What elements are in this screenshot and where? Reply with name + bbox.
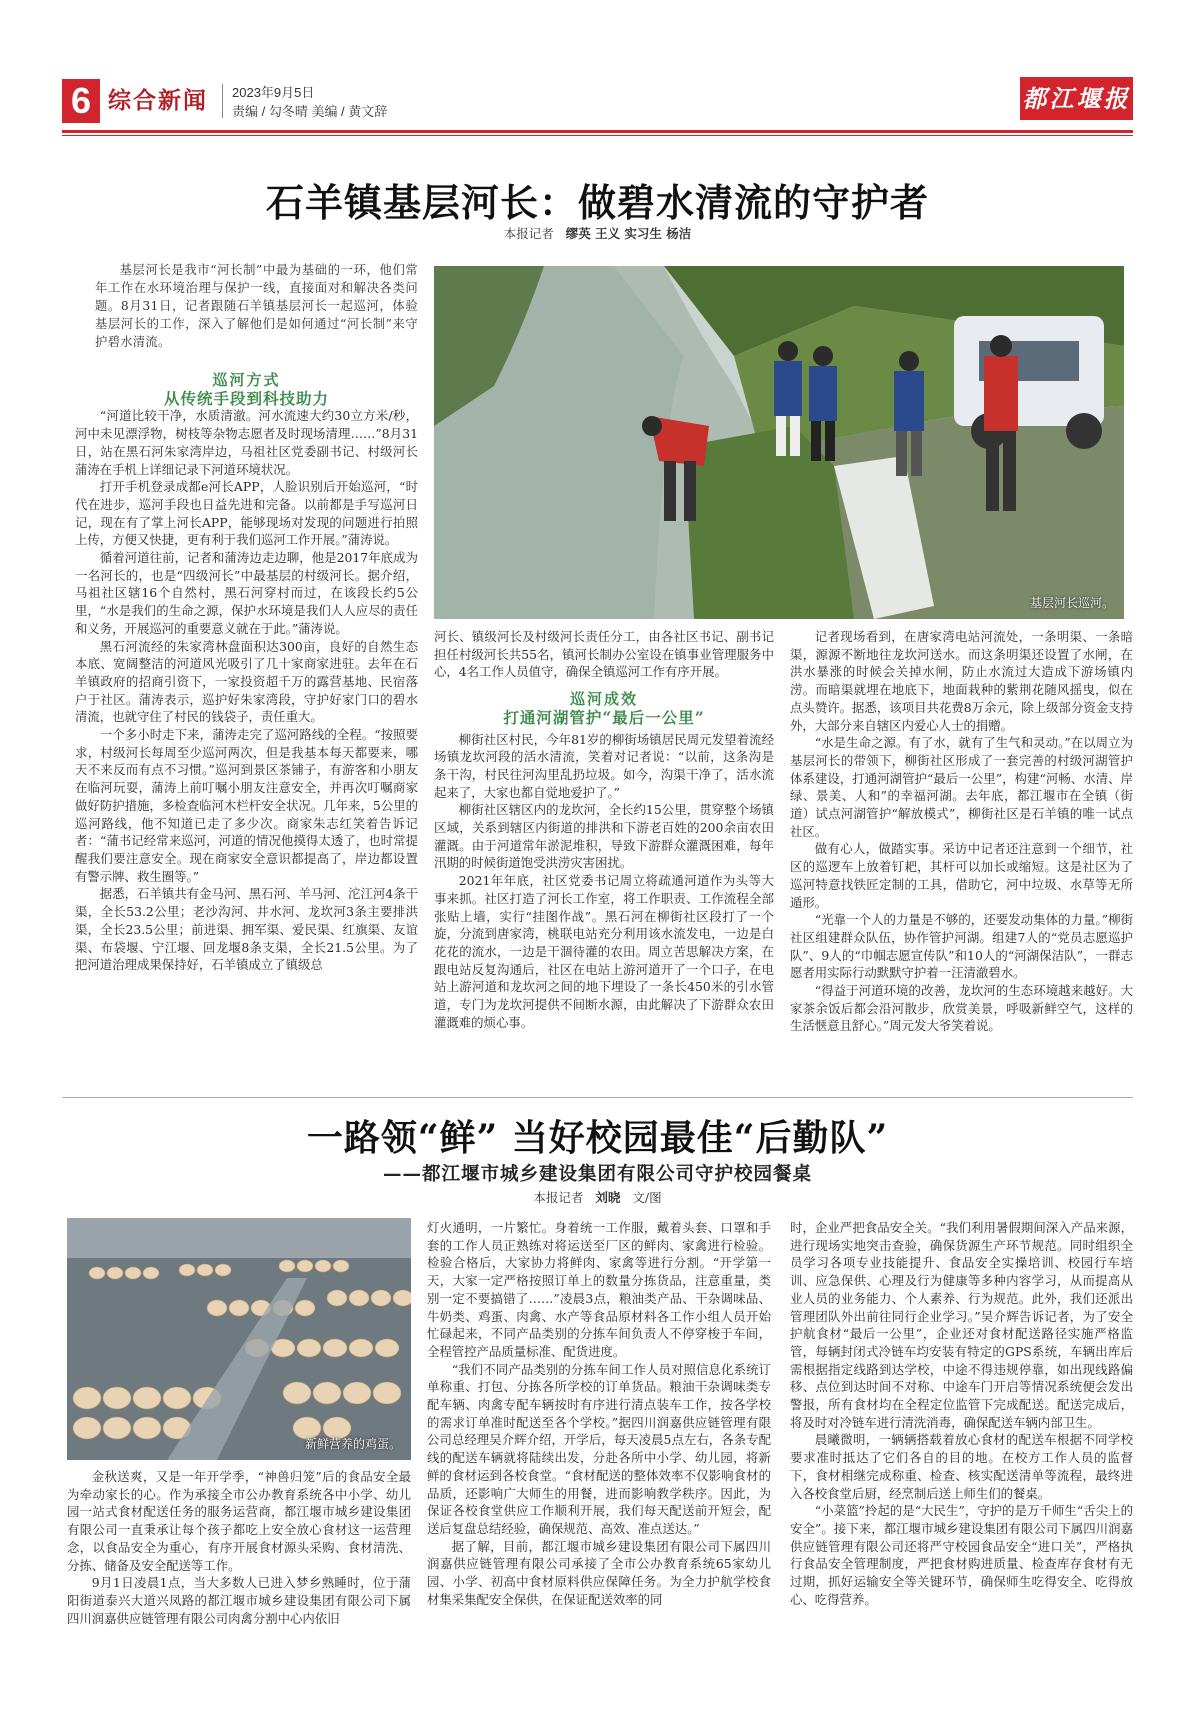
paragraph: “我们不同产品类别的分拣车间工作人员对照信息化系统订单称重、打包、分拣各所学校的订单货品。粮油干杂调味类专配车辆、肉禽专配车辆按时有序进行清点装车工作，按各学校的需求订单准时配送至各个学校。”据四川润嘉供应链管理有限公司总经理吴介辉介绍，开学后，每天凌晨5点左右，各条专配线的配送车辆就将陆续出发，分赴各所中小学、幼儿园，将新鲜的食材运到各校食堂。“食材配送的整体效率不仅影响食材的品质，还影响广大师生的用餐，进而影响教学秩序。因此，为保证各校食堂供应工作顺利开展，我们每天配送前开短会，配送后复盘总结经验，确保规范、高效、准点送达。” [427, 1361, 771, 1536]
section2-heading [434, 691, 774, 726]
article2-photo [67, 1218, 411, 1460]
paragraph: 柳街社区辖区内的龙坎河，全长约15公里，贯穿整个场镇区域，关系到辖区内街道的排洪和下游老百姓的200余亩农田灌溉。由于河道常年淤泥堆积，导致下游群众灌溉困难，每年汛期的时候街道饱受洪涝灾害困扰。 [434, 802, 774, 871]
paragraph: “水是生命之源。有了水，就有了生气和灵动。”在以周立为基层河长的带领下，柳街社区形成了一套完善的村级河湖管护体系建设，打通河湖管护“最后一公里”，构建“河畅、水清、岸绿、景美、人和”的幸福河湖。去年底，都江堰市在全镇（街道）试点河湖管护“解放模式”，柳街社区是石羊镇的唯一试点社区。 [790, 735, 1133, 839]
page-number: 6 [62, 79, 100, 123]
paragraph: “得益于河道环境的改善，龙坎河的生态环境越来越好。大家茶余饭后都会沿河散步，欣赏美景，呼吸新鲜空气，这样的生活惬意且舒心。”周元发大爷笑着说。 [790, 983, 1133, 1034]
paragraph: 灯火通明，一片繁忙。身着统一工作服，戴着头套、口罩和手套的工作人员正熟练对将运送至厂区的鲜肉、家禽进行检验。检验合格后，大家协力将鲜肉、家禽等进行分割。“开学第一天，大家一定严格按照订单上的数量分拣货品，注意重量，类别一定不要搞错了……”凌晨3点，粮油类产品、干杂调味品、牛奶类、鸡蛋、肉禽、水产等食品原材料各工作小组人员开始忙碌起来，不同产品类别的分拣车间负责人不停穿梭于车间，全程管控产品质量标准、配货进度。 [427, 1220, 771, 1359]
photo-caption: 新鲜营养的鸡蛋。 [304, 1437, 401, 1451]
editors: 责编 / 勾冬晴 美编 / 黄文辞 [232, 104, 388, 119]
article1-col1 [75, 372, 418, 974]
paragraph: 时，企业严把食品安全关。“我们利用暑假期间深入产品来源，进行现场实地突击查验，确保货源生产环节规范。同时组织全员学习各项专业技能提升、食品安全实操培训、校园行车培训、应急保供、心理及行为健康等多种内容学习，从而提高从业人员的业务能力、个人素养、行为规范。此外，我们还派出管理团队外出前往同行企业学习。”吴介辉告诉记者，为了安全护航食材“最后一公里”，企业还对食材配送路径实施严格监管，每辆封闭式冷链车均安装有特定的GPS系统，车辆出库后需根据指定线路到达学校，中途不得违规停靠，如出现线路偏移、点位到达时间不对称、中途车门开启等情况系统便会发出警报，所有食材均在全程定位监管下完成配送。配送完成后，将及时对冷链车进行清洗消毒，确保配送车辆内部卫生。 [790, 1220, 1133, 1430]
section1-sub: 从传统手段到科技助力 [163, 388, 329, 408]
photo-caption: 基层河长巡河。 [1029, 596, 1114, 610]
byline-names: 刘晓 [595, 1190, 621, 1205]
section2-sub: 打通河湖管护“最后一公里” [503, 707, 705, 727]
paragraph: 记者现场看到，在唐家湾电站河流处，一条明渠、一条暗渠，源源不断地往龙坎河送水。而这条明渠还设置了水闸，在洪水暴涨的时候会关掉水闸，防止水流过大造成下游场镇内涝。而暗渠就埋在地底下，地面栽种的紫荆花随风摇曳，似在点头赞许。据悉，该项目共花费8万余元，除上级部分资金支持外，大部分来自辖区内爱心人士的捐赠。 [790, 629, 1133, 733]
newspaper-logo: 都江堰报 [1020, 77, 1133, 120]
byline-prefix: 本报记者 [533, 1190, 584, 1205]
article1-col2 [434, 628, 774, 1031]
article1-lead: 基层河长是我市“河长制”中最为基础的一环，他们常年工作在水环境治理与保护一线，直接面对和解决各类问题。8月31日，记者跟随石羊镇基层河长一起巡河，体验基层河长的工作，深入了解他们是如何通过“河长制”来守护碧水清流。 [95, 263, 418, 349]
paragraph: 循着河道往前，记者和蒲涛边走边聊，他是2017年底成为一名河长的，也是“四级河长”中最基层的村级河长。据介绍，马祖社区辖16个自然村，黑石河穿村而过，在该段长约5公里，“水是我们的生命之源，保护水环境是我们人人应尽的责任和义务，开展巡河的重要意义就在于此。”蒲涛说。 [75, 550, 418, 636]
paragraph: 晨曦微明，一辆辆搭载着放心食材的配送车根据不同学校要求准时抵达了它们各自的目的地。在校方工作人员的监督下，食材相继完成称重、检查、核实配送清单等流程，最终进入各校食堂后厨，经烹制后送上师生们的餐桌。 [790, 1432, 1133, 1501]
paragraph: “光靠一个人的力量是不够的，还要发动集体的力量。”柳街社区组建群众队伍，协作管护河湖。组建7人的“党员志愿巡护队”、9人的“巾帼志愿宣传队”和10人的“河湖保洁队”，一群志愿者用实际行动默默守护着一汪清澈碧水。 [790, 912, 1133, 981]
article2-title: 一路领“鲜” 当好校园最佳“后勤队” [306, 1117, 889, 1159]
paragraph: 河长、镇级河长及村级河长责任分工，由各社区书记、副书记担任村级河长共55名，镇河长制办公室设在镇事业管理服务中心，4名工作人员值守，确保全镇巡河工作有序开展。 [434, 629, 774, 680]
article-separator [62, 1097, 1133, 1098]
issue-date: 2023年9月5日 [232, 85, 315, 100]
section-title: 综合新闻 [108, 87, 208, 113]
article2-byline [62, 1188, 1133, 1206]
paragraph: “小菜篮”拎起的是“大民生”，守护的是万千师生“舌尖上的安全”。接下来，都江堰市城乡建设集团有限公司下属四川润嘉供应链管理有限公司还将严守校园食品安全“进口关”，严格执行食品安全管理制度，严把食材购进质量、检查库存食材有无过期，抓好运输安全等关键环节，确保师生吃得安全、吃得放心、吃得营养。 [790, 1503, 1133, 1607]
section2-head: 巡河成效 [569, 690, 638, 709]
header-rule-thin [62, 135, 1133, 136]
byline-names: 缪英 王义 实习生 杨洁 [565, 226, 692, 241]
river-patrol-image [434, 266, 1124, 619]
article2-subtitle: ——都江堰市城乡建设集团有限公司守护校园餐桌 [382, 1164, 812, 1185]
article1-title: 石羊镇基层河长：做碧水清流的守护者 [265, 180, 929, 225]
paragraph: 黑石河流经的朱家湾林盘面积达300亩，良好的自然生态本底、宽阔整洁的河道风光吸引了几十家商家进驻。去年在石羊镇政府的招商引资下，一家投资超千万的露营基地、民宿落户于社区。蒲涛表示，巡护好朱家湾段，守护好家门口的碧水清流，也就守住了村民的钱袋子，责任重大。 [75, 638, 418, 725]
article1-photo [434, 266, 1124, 619]
paragraph: 金秋送爽，又是一年开学季，“神兽归笼”后的食品安全最为牵动家长的心。作为承接全市公办教育系统各中小学、幼儿园一站式食材配送任务的服务运营商，都江堰市城乡建设集团有限公司一直秉承让每个孩子都吃上安全放心食材这一运营理念，以食品安全为重心，有序开展食材源头采购、食材清洗、分拣、储备及安全配送等工作。 [67, 1469, 411, 1573]
byline-suffix: 文/图 [632, 1190, 662, 1205]
article1-col3 [790, 628, 1133, 1035]
header-divider [222, 84, 223, 118]
header-rule [62, 130, 1133, 133]
article2-col2 [427, 1219, 771, 1608]
eggs-image [67, 1218, 411, 1460]
article1-byline [62, 224, 1133, 242]
paragraph: 一个多小时走下来，蒲涛走完了巡河路线的全程。“按照要求，村级河长每周至少巡河两次，但是我基本每天都要来，哪天不来反而有点不习惯。”巡河到景区茶铺子，有游客和小朋友在临河玩耍，蒲涛上前叮嘱小朋友注意安全，并再次叮嘱商家做好防护措施，多检查临河木栏杆安全状况。几年来，5公里的巡河路线，他不知道已走了多少次。商家朱志红笑着告诉记者：“蒲书记经常来巡河，河道的情况他摸得太透了，也时常提醒我们要注意安全。现在商家安全意识都提高了，岸边都设置有警示牌、救生圈等。” [75, 727, 418, 884]
paragraph: 柳街社区村民，今年81岁的柳街场镇居民周元发望着流经场镇龙坎河段的活水清流，笑着对记者说：“以前，这条沟是条干沟，村民往河沟里乱扔垃圾。如今，沟渠干净了，活水流起来了，大家也都自觉地爱护了。” [434, 731, 774, 800]
section1-heading [75, 372, 418, 407]
paragraph: 据了解，目前，都江堰市城乡建设集团有限公司下属四川润嘉供应链管理有限公司承接了全市公办教育系统65家幼儿园、小学、初高中食材原料供应保障任务。为全力护航学校食材集采集配安全保供，在保证配送效率的同 [427, 1538, 771, 1607]
byline-prefix: 本报记者 [503, 226, 554, 241]
paragraph: 打开手机登录成都e河长APP，人脸识别后开始巡河，“时代在进步，巡河手段也日益先进和完备。以前都是手写巡河日记，现在有了掌上河长APP，能够现场对发现的问题进行拍照上传，方便又快捷，更有利于我们巡河工作开展。”蒲涛说。 [75, 479, 418, 548]
paragraph: 据悉，石羊镇共有金马河、黑石河、羊马河、沱江河4条干渠，全长53.2公里；老沙沟河、井水河、龙坎河3条主要排洪渠，全长23.5公里；前进渠、拥军渠、爱民渠、红旗渠、友谊渠、布袋堰、宁江堰、回龙堰8条支渠，全长21.5公里。为了把河道治理成果保持好，石羊镇成立了镇级总 [75, 886, 418, 973]
paragraph: “河道比较干净，水质清澈。河水流速大约30立方米/秒，河中未见漂浮物，树枝等杂物志愿者及时现场清理……”8月31日，站在黑石河朱家湾岸边，马祖社区党委副书记、村级河长蒲涛在手机上详细记录下河道环境状况。 [75, 408, 418, 477]
paragraph: 2021年年底，社区党委书记周立将疏通河道作为头等大事来抓。社区打造了河长工作室，将工作职责、工作流程全部张贴上墙，实行“挂图作战”。黑石河在柳街社区段打了一个旋，分流到唐家湾，桃联电站充分利用该水流发电，一边是白花花的流水，一边是干涸待灌的农田。周立苦思解决方案，在跟电站反复沟通后，社区在电站上游河道开了一个口子，在电站上游河道和龙坎河之间的地下埋设了一条长450米的引水管道，专门为龙坎河提供不间断水源，由此解决了下游群众农田灌溉难的烦心事。 [434, 873, 774, 1030]
article2-col3 [790, 1219, 1133, 1608]
paragraph: 做有心人，做踏实事。采访中记者还注意到一个细节，社区的巡逻车上放着钉耙，其杆可以加长或缩短。这是社区为了巡河特意找铁匠定制的工具，借助它，河中垃圾、水草等无所遁形。 [790, 841, 1133, 910]
paragraph: 9月1日凌晨1点，当大多数人已进入梦乡熟睡时，位于蒲阳街道泰兴大道兴凤路的都江堰市城乡建设集团有限公司下属四川润嘉供应链管理有限公司肉禽分割中心内依旧 [67, 1575, 411, 1626]
section1-head: 巡河方式 [212, 371, 281, 389]
article2-col1 [67, 1468, 411, 1627]
